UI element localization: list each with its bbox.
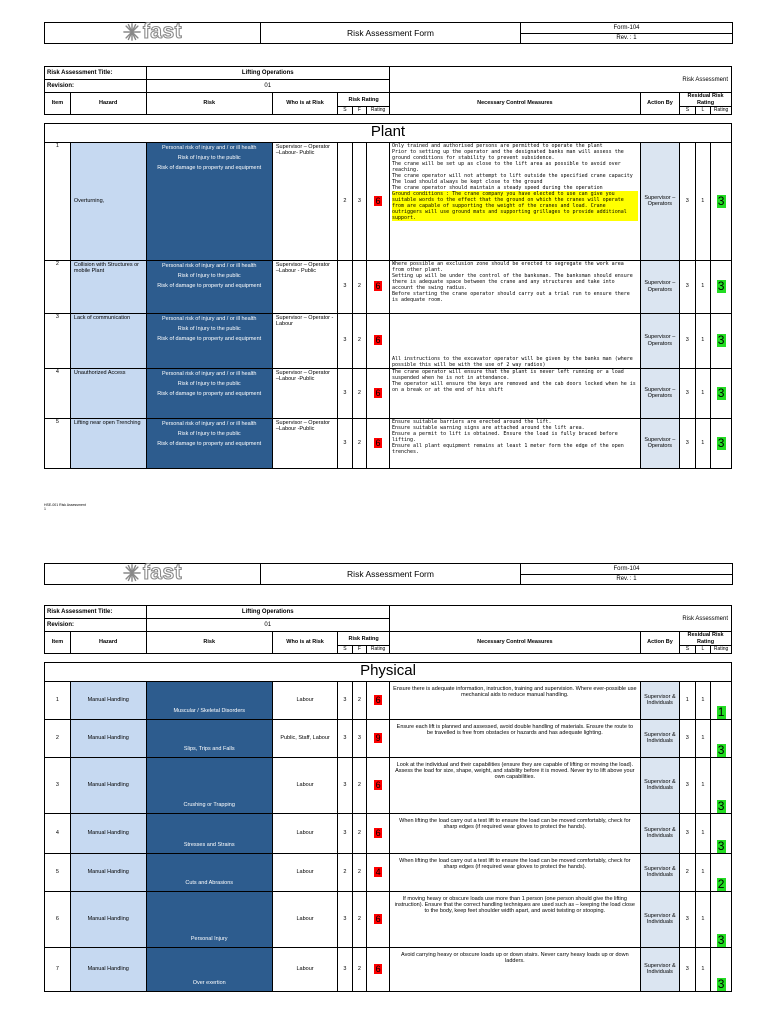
meta-table-2: [44, 605, 732, 653]
item-number: 5: [45, 418, 71, 468]
col-risk: Risk: [146, 632, 272, 653]
residual-rating-badge: 3: [717, 976, 725, 991]
footer-note: HSE-001 Risk Assessment: [44, 502, 86, 507]
residual-rating-badge: 3: [717, 798, 725, 813]
form-number-2: Form-104: [521, 564, 733, 575]
residual-rating-badge: 3: [717, 435, 725, 450]
measure-line: Prior to setting up the operator and the designated banks man will assess the ground conditions for stability to prevent subsidence.: [391, 148, 624, 161]
rating-badge: 6: [375, 827, 381, 838]
col-res-s: S: [680, 107, 696, 114]
rating-badge: 6: [375, 387, 381, 398]
residual-rating-cell: [711, 891, 732, 947]
severity: 3: [338, 260, 353, 313]
risk-cell: Slips, Trips and Falls: [146, 719, 272, 757]
col-risk-rating: Risk Rating: [338, 632, 390, 646]
measure-line: Ensure suitable barriers are erected around the lift.: [391, 418, 552, 425]
table-row: [45, 891, 732, 947]
item-number: 2: [45, 719, 71, 757]
col-s: S: [338, 646, 353, 653]
form-number: Form-104: [521, 23, 733, 34]
page-footer: [44, 503, 732, 511]
action-by: Supervisor – Operators: [640, 368, 679, 418]
residual-rating-cell: [711, 368, 732, 418]
residual-l: 1: [695, 313, 711, 368]
risk-cell: Muscular / Skeletal Disorders: [146, 681, 272, 719]
risk-item: Risk of Injury to the public: [177, 326, 241, 333]
residual-l: 1: [695, 368, 711, 418]
table-row: [45, 313, 732, 368]
table-row: [45, 418, 732, 468]
residual-rating-cell: [711, 260, 732, 313]
hazard-cell: Overturning,: [70, 142, 146, 260]
col-measures: Necessary Control Measures: [390, 93, 641, 114]
control-measures: [389, 260, 640, 313]
table-row: [45, 681, 732, 719]
form-revision: Rev. : 1: [521, 33, 733, 44]
hazard-cell: Manual Handling: [70, 853, 146, 891]
action-by: Supervisor – Operators: [640, 260, 679, 313]
control-measures: [389, 418, 640, 468]
action-by: Supervisor & Individuals: [640, 891, 679, 947]
measure-highlight: Ground conditions : The crane company you have elected to use can give you suitable words to the effect that the ground on which the cranes will operate from are capable of supporting the weight of the cranes and load. Crane outriggers will use ground mats and supporting grillages to provide additional support.: [392, 191, 638, 221]
residual-rating-cell: [711, 313, 732, 368]
hazard-cell: Manual Handling: [70, 813, 146, 853]
risk-cell: Cuts and Abrasions: [146, 853, 272, 891]
hazard-cell: Manual Handling: [70, 757, 146, 813]
frequency: 3: [352, 719, 367, 757]
col-res-l: L: [695, 107, 711, 114]
residual-l: 1: [695, 891, 711, 947]
risk-cell: Personal Injury: [146, 891, 272, 947]
measure-line: Ensure a permit to lift is obtained. Ensure the load is fully braced before lifting.: [391, 430, 618, 443]
residual-s: 3: [680, 142, 696, 260]
residual-s: 3: [680, 368, 696, 418]
item-number: 4: [45, 368, 71, 418]
risk-cell: [146, 260, 272, 313]
rating-badge: 9: [375, 732, 381, 743]
col-residual: Residual Risk Rating: [680, 632, 732, 646]
logo-wordmark: fast: [142, 20, 183, 43]
who-at-risk: Supervisor – Operator –Labour- Public: [272, 142, 337, 260]
risk-assessment-label: Risk Assessment: [390, 67, 732, 93]
who-at-risk: Labour: [272, 813, 337, 853]
risk-cell: [146, 368, 272, 418]
rating-badge: 6: [375, 913, 381, 924]
col-item: Item: [45, 93, 71, 114]
who-at-risk: Labour: [272, 757, 337, 813]
hazard-cell: Lack of communication: [70, 313, 146, 368]
table-row: [45, 260, 732, 313]
revision-label: Revision:: [45, 80, 147, 93]
form-revision-2: Rev. : 1: [521, 574, 733, 585]
table-row: [45, 142, 732, 260]
frequency: 3: [352, 142, 367, 260]
hazard-cell: Manual Handling: [70, 947, 146, 991]
residual-rating-cell: [711, 681, 732, 719]
residual-rating-cell: [711, 418, 732, 468]
who-at-risk: Supervisor – Operator -Labour: [272, 313, 337, 368]
risk-item: Risk of Injury to the public: [177, 381, 241, 388]
residual-rating-cell: [711, 719, 732, 757]
rating-badge: 6: [375, 694, 381, 705]
table-row: [45, 719, 732, 757]
starburst-logo-icon: [123, 564, 141, 582]
item-number: 3: [45, 313, 71, 368]
revision-value: 01: [146, 80, 389, 93]
residual-rating-cell: [711, 947, 732, 991]
rating-cell: [367, 142, 390, 260]
col-action-by: Action By: [640, 632, 679, 653]
col-who: Who is at Risk: [272, 632, 337, 653]
severity: 2: [338, 142, 353, 260]
rating-cell: [367, 313, 390, 368]
measure-line: All instructions to the excavator operator will be given by the banks man (where possible this will be with the use of 2 way radios): [391, 355, 633, 368]
table-row: [45, 947, 732, 991]
table-row: [45, 813, 732, 853]
residual-s: 3: [680, 719, 696, 757]
company-logo-2: [45, 561, 261, 585]
col-hazard: Hazard: [70, 632, 146, 653]
col-rating: Rating: [367, 107, 390, 114]
residual-rating-badge: 3: [717, 279, 725, 294]
col-res-l: L: [695, 646, 711, 653]
severity: 3: [338, 947, 353, 991]
risk-item: Risk of Injury to the public: [177, 273, 241, 280]
title-value: Lifting Operations: [146, 606, 389, 619]
rating-badge: 6: [375, 335, 381, 346]
measure-line: The crane operator will not attempt to lift outside the specified crane capacity: [391, 172, 633, 179]
item-number: 7: [45, 947, 71, 991]
residual-l: 1: [695, 853, 711, 891]
who-at-risk: Supervisor – Operator –Labour - Public: [272, 260, 337, 313]
col-f: F: [352, 107, 367, 114]
rating-cell: [367, 368, 390, 418]
action-by: Supervisor – Operators: [640, 313, 679, 368]
risk-item: Risk of damage to property and equipment: [157, 441, 262, 448]
title-label: Risk Assessment Title:: [45, 67, 147, 80]
frequency: 2: [352, 368, 367, 418]
col-item: Item: [45, 632, 71, 653]
measure-line: Only trained and authorised persons are permitted to operate the plant: [391, 142, 603, 149]
frequency: 2: [352, 313, 367, 368]
item-number: 1: [45, 681, 71, 719]
residual-rating-badge: 3: [717, 385, 725, 400]
risk-cell: Crushing or Trapping: [146, 757, 272, 813]
title-value: Lifting Operations: [146, 67, 389, 80]
risk-item: Risk of damage to property and equipment: [157, 336, 262, 343]
measure-line: Ensure suitable warning signs are attached around the lift area.: [391, 424, 585, 431]
rating-badge: 4: [375, 866, 381, 877]
rating-cell: [367, 681, 390, 719]
col-res-s: S: [680, 646, 696, 653]
rating-cell: [367, 947, 390, 991]
action-by: Supervisor & Individuals: [640, 757, 679, 813]
risk-cell: Stresses and Strains: [146, 813, 272, 853]
severity: 3: [338, 313, 353, 368]
residual-rating-badge: 3: [717, 838, 725, 853]
form-title: Risk Assessment Form: [261, 23, 521, 44]
rating-cell: [367, 891, 390, 947]
control-measures: [389, 142, 640, 260]
revision-label: Revision:: [45, 619, 147, 632]
residual-s: 3: [680, 418, 696, 468]
measure-line: The crane operator should maintain a steady speed during the operation: [391, 184, 603, 191]
measure-line: The crane operator will ensure that the plant is never left running or a load suspended when he is not in attendance.: [391, 368, 624, 381]
measure-line: Setting up will be under the control of the banksman. The banksman should ensure there is adequate space between the crane and any structures and take into account the swing radius.: [391, 272, 633, 291]
risk-item: Personal risk of injury and / or ill health: [161, 370, 257, 377]
col-s: S: [338, 107, 353, 114]
col-risk: Risk: [146, 93, 272, 114]
physical-table: [44, 662, 732, 992]
item-number: 5: [45, 853, 71, 891]
form-header-2: [44, 563, 733, 585]
control-measures: [389, 313, 640, 368]
risk-assessment-label: Risk Assessment: [390, 606, 732, 632]
residual-l: 1: [695, 681, 711, 719]
rating-cell: [367, 719, 390, 757]
severity: 3: [338, 719, 353, 757]
hazard-cell: Manual Handling: [70, 681, 146, 719]
residual-rating-cell: [711, 813, 732, 853]
frequency: 2: [352, 891, 367, 947]
who-at-risk: Labour: [272, 947, 337, 991]
action-by: Supervisor – Operators: [640, 418, 679, 468]
item-number: 4: [45, 813, 71, 853]
action-by: Supervisor & Individuals: [640, 947, 679, 991]
residual-s: 3: [680, 947, 696, 991]
rating-cell: [367, 418, 390, 468]
form-header: [44, 22, 733, 44]
residual-s: 3: [680, 813, 696, 853]
title-label: Risk Assessment Title:: [45, 606, 147, 619]
rating-cell: [367, 853, 390, 891]
col-hazard: Hazard: [70, 93, 146, 114]
section-title-plant: Plant: [45, 123, 732, 142]
table-row: [45, 757, 732, 813]
action-by: Supervisor & Individuals: [640, 853, 679, 891]
severity: 2: [338, 853, 353, 891]
rating-badge: 6: [375, 281, 381, 292]
hazard-cell: Manual Handling: [70, 719, 146, 757]
severity: 3: [338, 368, 353, 418]
control-measures: When lifting the load carry out a test lift to ensure the load can be moved comfortably, check for sharp edges (if required wear gloves to protect the hands).: [389, 813, 640, 853]
hazard-cell: Manual Handling: [70, 891, 146, 947]
col-risk-rating: Risk Rating: [338, 93, 390, 107]
footer-page: 1: [44, 506, 46, 511]
residual-rating-badge: 3: [717, 193, 725, 208]
hazard-cell: Lifting near open Trenching: [70, 418, 146, 468]
measure-line: Where possible an exclusion zone should be erected to segregate the work area from other plant.: [391, 260, 624, 273]
section-title-physical: Physical: [45, 662, 732, 681]
risk-item: Risk of damage to property and equipment: [157, 391, 262, 398]
residual-s: 2: [680, 853, 696, 891]
hazard-cell: Unauthorized Access: [70, 368, 146, 418]
residual-rating-badge: 1: [717, 704, 725, 719]
item-number: 3: [45, 757, 71, 813]
action-by: Supervisor & Individuals: [640, 681, 679, 719]
control-measures: Ensure each lift is planned and assessed, avoid double handling of materials. Ensure the route to be travelled is free from obstacles or hazards and has adequate lighting.: [389, 719, 640, 757]
hazard-cell: Collision with Structures or mobile Plant: [70, 260, 146, 313]
residual-l: 1: [695, 947, 711, 991]
control-measures: Look at the individual and their capabilities (ensure they are capable of lifting or moving the load). Assess the load for size, shape, weight, and stability before it is moved. Never try to lift above your own capabilities.: [389, 757, 640, 813]
form-page-1: [44, 22, 732, 511]
rating-cell: [367, 260, 390, 313]
risk-item: Risk of Injury to the public: [177, 431, 241, 438]
residual-rating-badge: 3: [717, 932, 725, 947]
col-res-rating: Rating: [711, 107, 732, 114]
action-by: Supervisor & Individuals: [640, 813, 679, 853]
table-row: [45, 853, 732, 891]
col-measures: Necessary Control Measures: [390, 632, 641, 653]
residual-l: 1: [695, 757, 711, 813]
residual-s: 3: [680, 757, 696, 813]
who-at-risk: Labour: [272, 853, 337, 891]
revision-value: 01: [146, 619, 389, 632]
rating-cell: [367, 813, 390, 853]
measure-line: The load should always be kept close to the ground: [391, 178, 543, 185]
col-res-rating: Rating: [711, 646, 732, 653]
residual-l: 1: [695, 142, 711, 260]
severity: 3: [338, 757, 353, 813]
item-number: 2: [45, 260, 71, 313]
plant-table: [44, 123, 732, 469]
risk-item: Personal risk of injury and / or ill health: [161, 420, 257, 427]
frequency: 2: [352, 260, 367, 313]
control-measures: Ensure there is adequate information, instruction, training and supervision. Where ever-possible use mechanical aids to reduce manual handling.: [389, 681, 640, 719]
risk-item: Personal risk of injury and / or ill health: [161, 262, 257, 269]
logo-wordmark: fast: [142, 561, 183, 584]
frequency: 2: [352, 853, 367, 891]
rating-cell: [367, 757, 390, 813]
frequency: 2: [352, 418, 367, 468]
residual-rating-cell: [711, 853, 732, 891]
residual-s: 3: [680, 260, 696, 313]
risk-item: Risk of damage to property and equipment: [157, 283, 262, 290]
frequency: 2: [352, 757, 367, 813]
who-at-risk: Public, Staff, Labour: [272, 719, 337, 757]
control-measures: [389, 368, 640, 418]
residual-s: 3: [680, 891, 696, 947]
residual-rating-badge: 2: [717, 876, 725, 891]
starburst-logo-icon: [123, 23, 141, 41]
severity: 3: [338, 813, 353, 853]
col-rating: Rating: [367, 646, 390, 653]
residual-s: 3: [680, 313, 696, 368]
item-number: 1: [45, 142, 71, 260]
action-by: Supervisor – Operators: [640, 142, 679, 260]
action-by: Supervisor & Individuals: [640, 719, 679, 757]
who-at-risk: Supervisor – Operator –Labour -Public: [272, 418, 337, 468]
control-measures: When lifting the load carry out a test lift to ensure the load can be moved comfortably, check for sharp edges (if required wear gloves to protect the hands).: [389, 853, 640, 891]
col-residual: Residual Risk Rating: [680, 93, 732, 107]
rating-badge: 6: [375, 195, 381, 206]
col-f: F: [352, 646, 367, 653]
frequency: 2: [352, 947, 367, 991]
risk-cell: [146, 418, 272, 468]
frequency: 2: [352, 681, 367, 719]
rating-badge: 6: [375, 779, 381, 790]
residual-rating-cell: [711, 757, 732, 813]
form-page-2: [44, 563, 732, 992]
severity: 3: [338, 418, 353, 468]
risk-item: Risk of Injury to the public: [177, 155, 241, 162]
risk-cell: [146, 313, 272, 368]
rating-badge: 6: [375, 437, 381, 448]
table-row: [45, 368, 732, 418]
rating-badge: 6: [375, 963, 381, 974]
measure-line: Ensure all plant equipment remains at least 1 meter form the edge of the open trenches.: [391, 442, 624, 455]
measure-line: The crane will be set up as close to the lift area as possible to avoid over reaching.: [391, 160, 621, 173]
residual-s: 1: [680, 681, 696, 719]
residual-rating-badge: 3: [717, 333, 725, 348]
measure-line: Before starting the crane operator should carry out a trial run to ensure there is adequate room.: [391, 290, 630, 303]
meta-table-1: [44, 66, 732, 114]
residual-rating-badge: 3: [717, 742, 725, 757]
residual-l: 1: [695, 418, 711, 468]
form-title-2: Risk Assessment Form: [261, 564, 521, 585]
risk-item: Personal risk of injury and / or ill health: [161, 144, 257, 151]
risk-cell: Over exertion: [146, 947, 272, 991]
risk-item: Risk of damage to property and equipment: [157, 165, 262, 172]
severity: 3: [338, 681, 353, 719]
residual-rating-cell: [711, 142, 732, 260]
col-action-by: Action By: [640, 93, 679, 114]
company-logo: [45, 20, 261, 44]
residual-l: 1: [695, 719, 711, 757]
measure-line: The operator will ensure the keys are removed and the cab doors locked when he is on a break or at the end of his shift: [391, 380, 636, 393]
who-at-risk: Labour: [272, 891, 337, 947]
frequency: 2: [352, 813, 367, 853]
col-who: Who is at Risk: [272, 93, 337, 114]
risk-cell: [146, 142, 272, 260]
who-at-risk: Supervisor – Operator –Labour -Public: [272, 368, 337, 418]
risk-item: Personal risk of injury and / or ill health: [161, 315, 257, 322]
who-at-risk: Labour: [272, 681, 337, 719]
residual-l: 1: [695, 260, 711, 313]
severity: 3: [338, 891, 353, 947]
item-number: 6: [45, 891, 71, 947]
control-measures: Avoid carrying heavy or obscure loads up or down stairs. Never carry heavy loads up or down ladders.: [389, 947, 640, 991]
residual-l: 1: [695, 813, 711, 853]
control-measures: If moving heavy or obscure loads use more than 1 person (one person should give the lifting instruction). Ensure that the correct handling techniques are used such as – keeping the load close to the body, keep feet shoulder width apart, and avoid twisting or stooping.: [389, 891, 640, 947]
